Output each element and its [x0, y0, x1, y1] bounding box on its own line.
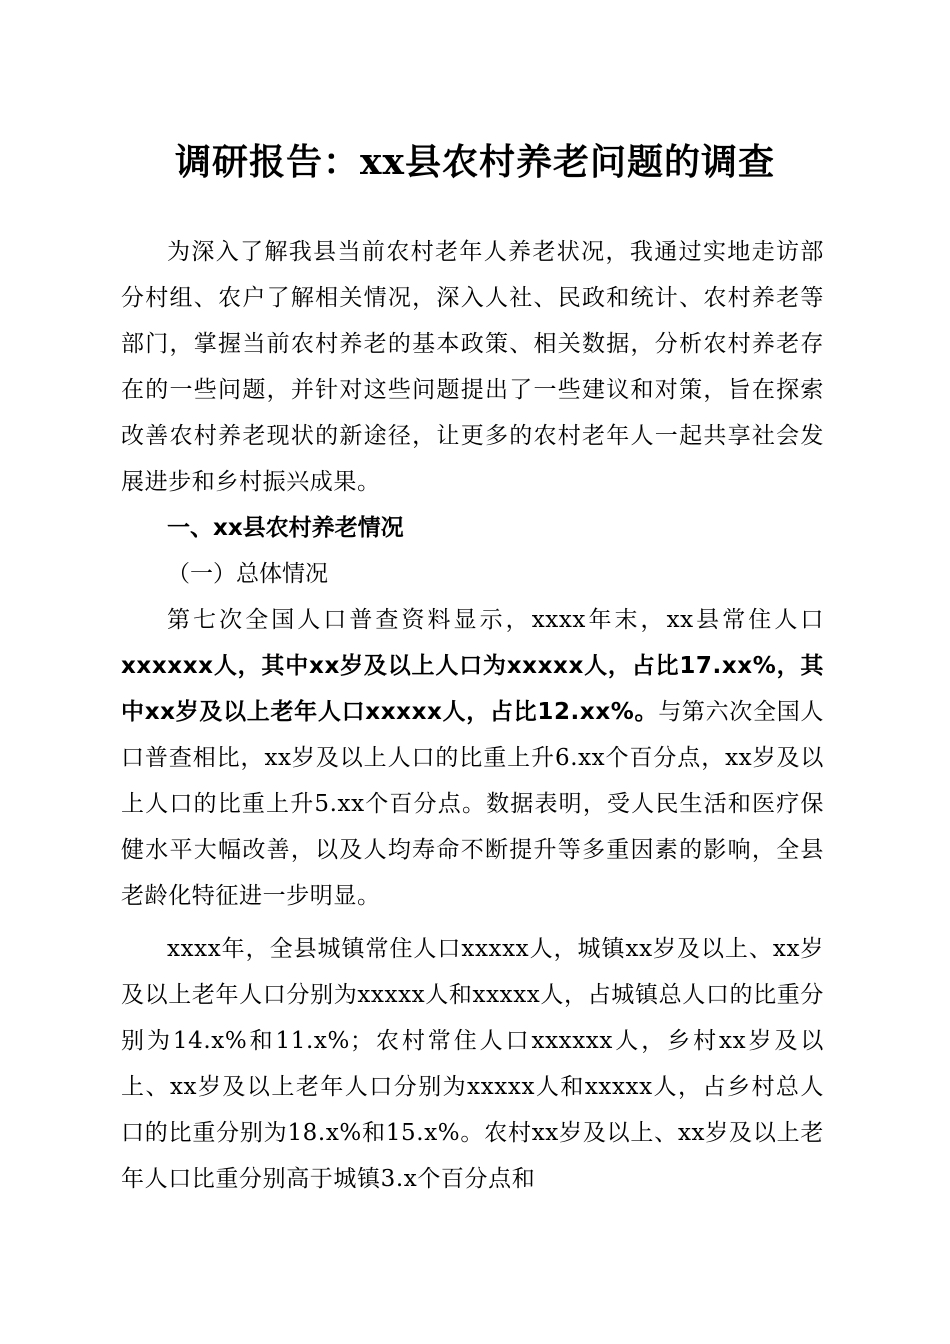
census-lead-text: 第七次全国人口普查资料显示，xxxx年末，xx县常住人口 — [167, 607, 824, 633]
subsection-heading: （一）总体情况 — [167, 561, 328, 587]
census-paragraph — [121, 597, 824, 919]
census-bold-text: xxxxxx人，其中xx岁及以上人口为xxxxx人，占比17.xx%，其中xx岁及以上老年人口xxxxx人，占比12.xx%。 — [121, 653, 824, 725]
intro-paragraph: 为深入了解我县当前农村老年人养老状况，我通过实地走访部分村组、农户了解相关情况，深入人社、民政和统计、农村养老等部门，掌握当前农村养老的基本政策、相关数据，分析农村养老存在的一些问题，并针对这些问题提出了一些建议和对策，旨在探索改善农村养老现状的新途径，让更多的农村老年人一起共享社会发展进步和乡村振兴成果。 — [121, 239, 824, 495]
document-title: 调研报告：xx县农村养老问题的调查 — [175, 141, 775, 183]
census-tail-text: 与第六次全国人口普查相比，xx岁及以上人口的比重上升6.xx个百分点，xx岁及以上人口的比重上升5.xx个百分点。数据表明，受人民生活和医疗保健水平大幅改善，以及人均寿命不断提升等多重因素的影响，全县老龄化特征进一步明显。 — [121, 699, 824, 909]
urban-rural-paragraph: xxxx年，全县城镇常住人口xxxxx人，城镇xx岁及以上、xx岁及以上老年人口分别为xxxxx人和xxxxx人，占城镇总人口的比重分别为14.x%和11.x%；农村常住人口xxxxxx人，乡村xx岁及以上、xx岁及以上老年人口分别为xxxxx人和xxxxx人，占乡村总人口的比重分别为18.x%和15.x%。农村xx岁及以上、xx岁及以上老年人口比重分别高于城镇3.x个百分点和 — [121, 936, 824, 1192]
section-heading: 一、xx县农村养老情况 — [167, 515, 404, 541]
document-body — [121, 229, 824, 1202]
